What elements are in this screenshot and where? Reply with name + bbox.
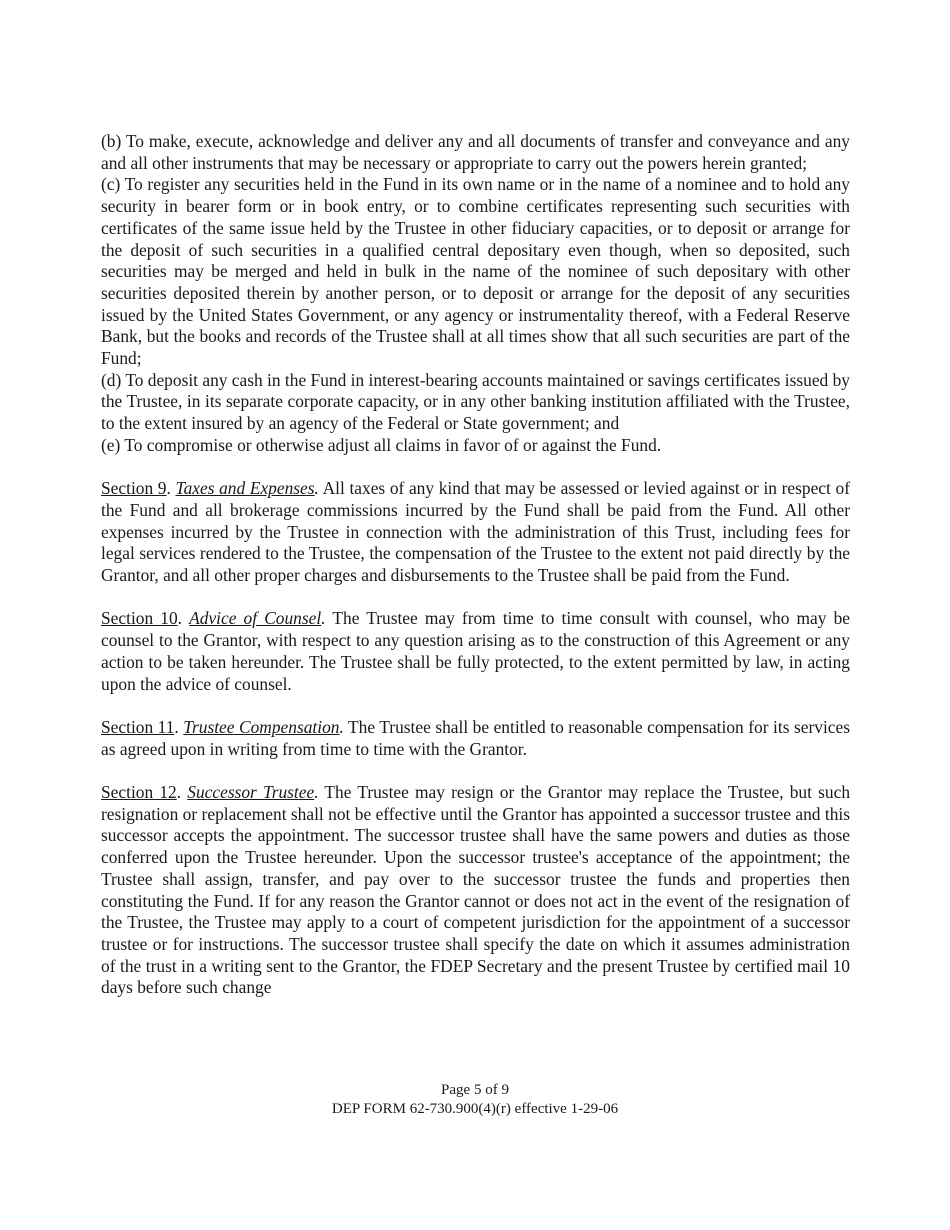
section-11-title: Trustee Compensation — [183, 716, 340, 737]
paragraph-c: (c) To register any securities held in the Fund in its own name or in the name of a nominee and to hold any security in bearer form or in book entry, or to combine certificates representing such securities with certificates of the same issue held by the Trustee in other fiduciary capacities, or to deposit or arrange for the deposit of such securities in a qualified central depositary even though, when so deposited, such securities may be merged and held in bulk in the name of the nominee of such depositary with other securities deposited therein by another person, or to deposit or arrange for the deposit of any securities issued by the United States Government, or any agency or instrumentality thereof, with a Federal Reserve Bank, but the books and records of the Trustee shall at all times show that all such securities are part of the Fund; — [101, 174, 850, 369]
section-10-title: Advice of Counsel — [189, 608, 322, 629]
section-12-title: Successor Trustee — [187, 782, 315, 803]
paragraph-d: (d) To deposit any cash in the Fund in interest-bearing accounts maintained or savings certificates issued by the Trustee, in its separate corporate capacity, or in any other banking institution affiliated with the Trustee, to the extent insured by an agency of the Federal or State government; and — [101, 369, 850, 434]
section-12-number: Section 12 — [101, 782, 177, 803]
page-number: Page 5 of 9 — [441, 1082, 509, 1098]
section-9-text: All taxes of any kind that may be assessed or levied against or in respect of the Fund and all brokerage commissions incurred by the Fund shall be paid from the Fund. All other expenses incurred by the Trustee in connection with the administration of this Trust, including fees for legal services rendered to the Trustee, the compensation of the Trustee to the extent not paid directly by the Grantor, and all other proper charges and disbursements to the Trustee shall be paid from the Fund. — [101, 478, 850, 586]
section-10-text: The Trustee may from time to time consult with counsel, who may be counsel to the Grantor, with respect to any question arising as to the construction of this Agreement or any action to be taken hereunder. The Trustee shall be fully protected, to the extent permitted by law, in acting upon the advice of counsel. — [101, 608, 850, 694]
section-12: Section 12. Successor Trustee. The Trustee may resign or the Grantor may replace the Trustee, but such resignation or replacement shall not be effective until the Grantor has appointed a successor trustee and this successor accepts the appointment. The successor trustee shall have the same powers and duties as those conferred upon the Trustee hereunder. Upon the successor trustee's acceptance of the appointment; the Trustee shall assign, transfer, and pay over to the successor trustee the funds and properties then constituting the Fund. If for any reason the Grantor cannot or does not act in the event of the resignation of the Trustee, the Trustee may apply to a court of competent jurisdiction for the appointment of a successor trustee or for instructions. The successor trustee shall specify the date on which it assumes administration of the trust in a writing sent to the Grantor, the FDEP Secretary and the present Trustee by certified mail 10 days before such change — [101, 782, 851, 998]
section-10: Section 10. Advice of Counsel. The Trustee may from time to time consult with counsel, who may be counsel to the Grantor, with respect to any question arising as to the construction of this Agreement or any action to be taken hereunder. The Trustee shall be fully protected, to the extent permitted by law, in acting upon the advice of counsel. — [101, 608, 850, 694]
paragraph-b: (b) To make, execute, acknowledge and deliver any and all documents of transfer and conveyance and any and all other instruments that may be necessary or appropriate to carry out the powers herein granted; — [101, 131, 850, 173]
section-11-text: The Trustee shall be entitled to reasonable compensation for its services as agreed upon in writing from time to time with the Grantor. — [101, 716, 850, 759]
section-9: Section 9. Taxes and Expenses. All taxes of any kind that may be assessed or levied against or in respect of the Fund and all brokerage commissions incurred by the Fund shall be paid from the Fund. All other expenses incurred by the Trustee in connection with the administration of this Trust, including fees for legal services rendered to the Trustee, the compensation of the Trustee to the extent not paid directly by the Grantor, and all other proper charges and disbursements to the Trustee shall be paid from the Fund. — [101, 478, 850, 586]
section-10-number: Section 10 — [101, 608, 178, 629]
section-9-number: Section 9 — [101, 478, 167, 499]
page-footer — [0, 1081, 950, 1119]
paragraph-e: (e) To compromise or otherwise adjust all claims in favor of or against the Fund. — [101, 434, 662, 455]
section-11-number: Section 11 — [101, 716, 175, 737]
section-9-title: Taxes and Expenses — [175, 478, 315, 499]
section-11: Section 11. Trustee Compensation. The Trustee shall be entitled to reasonable compensation for its services as agreed upon in writing from time to time with the Grantor. — [101, 716, 850, 759]
document-body — [101, 131, 850, 999]
form-id: DEP FORM 62-730.900(4)(r) effective 1-29-06 — [331, 1101, 619, 1117]
section-12-text: The Trustee may resign or the Grantor may replace the Trustee, but such resignation or replacement shall not be effective until the Grantor has appointed a successor trustee and this successor accepts the appointment. The successor trustee shall have the same powers and duties as those conferred upon the Trustee hereunder. Upon the successor trustee's acceptance of the appointment; the Trustee shall assign, transfer, and pay over to the successor trustee the funds and properties then constituting the Fund. If for any reason the Grantor cannot or does not act in the event of the resignation of the Trustee, the Trustee may apply to a court of competent jurisdiction for the appointment of a successor trustee or for instructions. The successor trustee shall specify the date on which it assumes administration of the trust in a writing sent to the Grantor, the FDEP Secretary and the present Trustee by certified mail 10 days before such change — [101, 782, 851, 998]
